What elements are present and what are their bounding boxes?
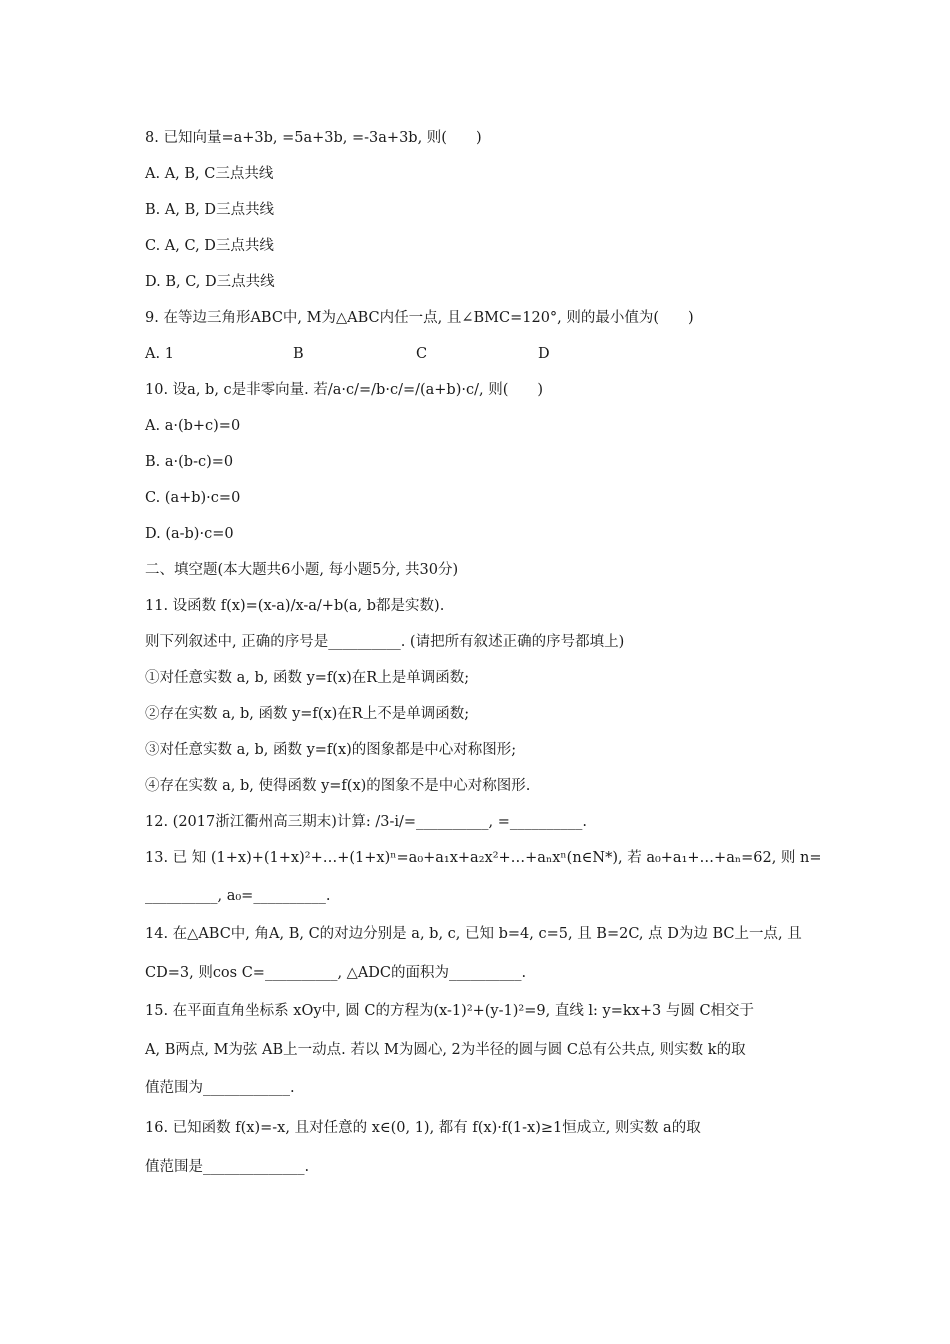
section-2-heading: 二、填空题(本大题共6小题, 每小题5分, 共30分) — [145, 562, 459, 578]
q8-stem: 8. 已知向量=a+3b, =5a+3b, =-3a+3b, 则( ) — [145, 130, 482, 146]
q11-stem: 11. 设函数 f(x)=(x-a)/x-a/+b(a, b都是实数). — [145, 598, 445, 614]
q9-stem: 9. 在等边三角形ABC中, M为△ABC内任一点, 且∠BMC=120°, 则的最小值为( ) — [145, 310, 694, 326]
q11-item-4: ④存在实数 a, b, 使得函数 y=f(x)的图象不是中心对称图形. — [145, 778, 531, 794]
q10-option-c: C. (a+b)·c=0 — [145, 490, 241, 506]
q13-line-2: __________, a₀=__________. — [145, 888, 331, 904]
q15-line-2: A, B两点, M为弦 AB上一动点. 若以 M为圆心, 2为半径的圆与圆 C总有公共点, 则实数 k的取 — [145, 1042, 746, 1058]
q8-option-a: A. A, B, C三点共线 — [145, 166, 274, 182]
q15-line-1: 15. 在平面直角坐标系 xOy中, 圆 C的方程为(x-1)²+(y-1)²=9, 直线 l: y=kx+3 与圆 C相交于 — [145, 1003, 755, 1019]
q9-option-a: A. 1 — [145, 346, 174, 362]
q9-options — [145, 344, 825, 364]
q15-line-3: 值范围为____________. — [145, 1080, 295, 1096]
q14-line-2: CD=3, 则cos C=__________, △ADC的面积为__________. — [145, 965, 527, 981]
q10-option-d: D. (a-b)·c=0 — [145, 526, 234, 542]
q16-line-2: 值范围是______________. — [145, 1159, 310, 1175]
q13-line-1: 13. 已 知 (1+x)+(1+x)²+…+(1+x)ⁿ=a₀+a₁x+a₂x²+…+aₙxⁿ(n∈N*), 若 a₀+a₁+…+aₙ=62, 则 n= — [145, 850, 822, 866]
q9-option-c: C — [416, 346, 428, 362]
q10-stem: 10. 设a, b, c是非零向量. 若/a·c/=/b·c/=/(a+b)·c/, 则( ) — [145, 382, 544, 398]
q11-item-3: ③对任意实数 a, b, 函数 y=f(x)的图象都是中心对称图形; — [145, 742, 517, 758]
q10-option-b: B. a·(b-c)=0 — [145, 454, 234, 470]
q16-line-1: 16. 已知函数 f(x)=-x, 且对任意的 x∈(0, 1), 都有 f(x)·f(1-x)≥1恒成立, 则实数 a的取 — [145, 1120, 701, 1136]
q8-option-c: C. A, C, D三点共线 — [145, 238, 274, 254]
q10-option-a: A. a·(b+c)=0 — [145, 418, 241, 434]
q14-line-1: 14. 在△ABC中, 角A, B, C的对边分别是 a, b, c, 已知 b=4, c=5, 且 B=2C, 点 D为边 BC上一点, 且 — [145, 926, 802, 942]
q12-stem: 12. (2017浙江衢州高三期末)计算: /3-i/=__________, =__________. — [145, 814, 588, 830]
q11-item-1: ①对任意实数 a, b, 函数 y=f(x)在R上是单调函数; — [145, 670, 470, 686]
q11-prompt: 则下列叙述中, 正确的序号是__________. (请把所有叙述正确的序号都填上) — [145, 634, 625, 650]
q8-option-d: D. B, C, D三点共线 — [145, 274, 275, 290]
q9-option-b: B — [293, 346, 304, 362]
q8-option-b: B. A, B, D三点共线 — [145, 202, 275, 218]
q11-item-2: ②存在实数 a, b, 函数 y=f(x)在R上不是单调函数; — [145, 706, 470, 722]
q9-option-d: D — [538, 346, 550, 362]
